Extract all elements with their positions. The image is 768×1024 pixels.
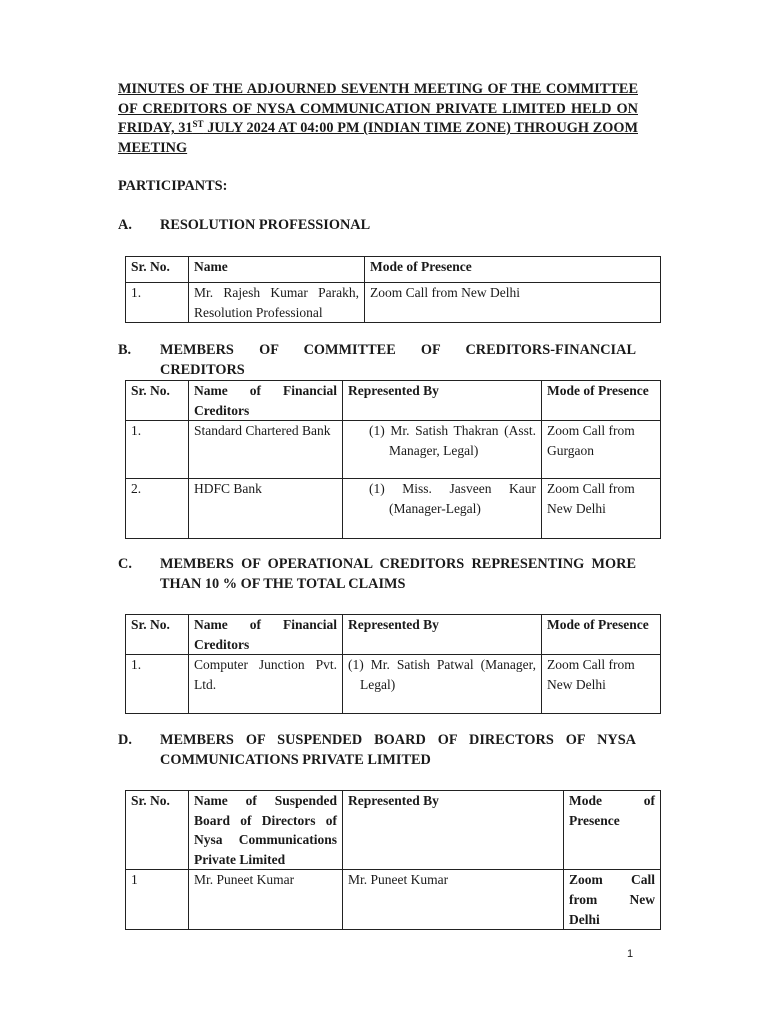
cell-represented-by <box>343 479 542 539</box>
participants-heading: PARTICIPANTS: <box>118 178 228 194</box>
section-c-heading <box>118 555 636 594</box>
section-d-heading <box>118 731 636 770</box>
cell-name: Standard Chartered Bank <box>189 421 343 479</box>
table-row <box>126 655 661 714</box>
cell-name: Computer Junction Pvt. Ltd. <box>189 655 343 714</box>
cell-represented-by <box>343 655 542 714</box>
cell-text: (1) Miss. Jasveen Kaur (Manager-Legal) <box>369 481 536 516</box>
header-mode: Mode of Presence <box>542 381 661 421</box>
section-b-heading <box>118 341 636 380</box>
table-row <box>126 870 661 930</box>
table-row <box>126 479 661 539</box>
section-letter: D. <box>118 732 132 748</box>
cell-sr-no: 1. <box>126 421 189 479</box>
section-title: MEMBERS OF SUSPENDED BOARD OF DIRECTORS OF NYSA COMMUNICATIONS PRIVATE LIMITED <box>160 732 636 768</box>
header-represented-by: Represented By <box>343 615 542 655</box>
header-mode: Mode of Presence <box>564 791 661 870</box>
cell-sr-no: 1 <box>126 870 189 930</box>
section-letter: C. <box>118 556 132 572</box>
section-title: MEMBERS OF OPERATIONAL CREDITORS REPRESENTING MORE THAN 10 % OF THE TOTAL CLAIMS <box>160 556 636 592</box>
table-row <box>126 421 661 479</box>
header-represented-by: Represented By <box>343 381 542 421</box>
cell-sr-no: 1. <box>126 283 189 323</box>
cell-represented-by <box>343 421 542 479</box>
section-title: MEMBERS OF COMMITTEE OF CREDITORS-FINANCIAL CREDITORS <box>160 342 636 378</box>
header-sr-no: Sr. No. <box>126 381 189 421</box>
header-mode: Mode of Presence <box>542 615 661 655</box>
header-name: Name <box>189 257 365 283</box>
cell-text: (1) Mr. Satish Thakran (Asst. Manager, Legal) <box>369 423 536 458</box>
cell-name: Mr. Puneet Kumar <box>189 870 343 930</box>
cell-mode: Zoom Call from New Delhi <box>542 655 661 714</box>
header-represented-by: Represented By <box>343 791 564 870</box>
suspended-board-table <box>125 790 661 930</box>
cell-mode: Zoom Call from New Delhi <box>542 479 661 539</box>
section-a-heading <box>118 216 636 236</box>
section-title: RESOLUTION PROFESSIONAL <box>160 217 371 233</box>
header-name: Name of Financial Creditors <box>189 615 343 655</box>
cell-name: HDFC Bank <box>189 479 343 539</box>
header-sr-no: Sr. No. <box>126 791 189 870</box>
header-mode: Mode of Presence <box>365 257 661 283</box>
page-number: 1 <box>627 948 634 960</box>
header-sr-no: Sr. No. <box>126 615 189 655</box>
financial-creditors-table <box>125 380 661 539</box>
header-name: Name of Financial Creditors <box>189 381 343 421</box>
cell-text: (1) Mr. Satish Patwal (Manager, Legal) <box>348 657 536 692</box>
document-title <box>118 80 638 158</box>
title-text-1: MINUTES OF THE ADJOURNED SEVENTH MEETING OF THE COMMITTEE OF CREDITORS OF NYSA COMMUNICATION PRIVATE LIMITED HELD ON FRIDAY, 31 <box>118 81 638 137</box>
operational-creditors-table <box>125 614 661 714</box>
cell-represented-by: Mr. Puneet Kumar <box>343 870 564 930</box>
table-row <box>126 283 661 323</box>
cell-mode: Zoom Call from Gurgaon <box>542 421 661 479</box>
section-letter: B. <box>118 342 132 358</box>
cell-sr-no: 2. <box>126 479 189 539</box>
title-superscript: ST <box>192 119 204 130</box>
resolution-professional-table <box>125 256 661 323</box>
header-sr-no: Sr. No. <box>126 257 189 283</box>
cell-sr-no: 1. <box>126 655 189 714</box>
header-name: Name of Suspended Board of Directors of Nysa Communications Private Limited <box>189 791 343 870</box>
title-text-2: JULY 2024 AT 04:00 PM (INDIAN TIME ZONE) THROUGH ZOOM MEETING <box>118 120 638 156</box>
cell-mode: Zoom Call from New Delhi <box>365 283 661 323</box>
cell-mode: Zoom Call from New Delhi <box>564 870 661 930</box>
section-letter: A. <box>118 217 132 233</box>
cell-name: Mr. Rajesh Kumar Parakh, Resolution Professional <box>189 283 365 323</box>
